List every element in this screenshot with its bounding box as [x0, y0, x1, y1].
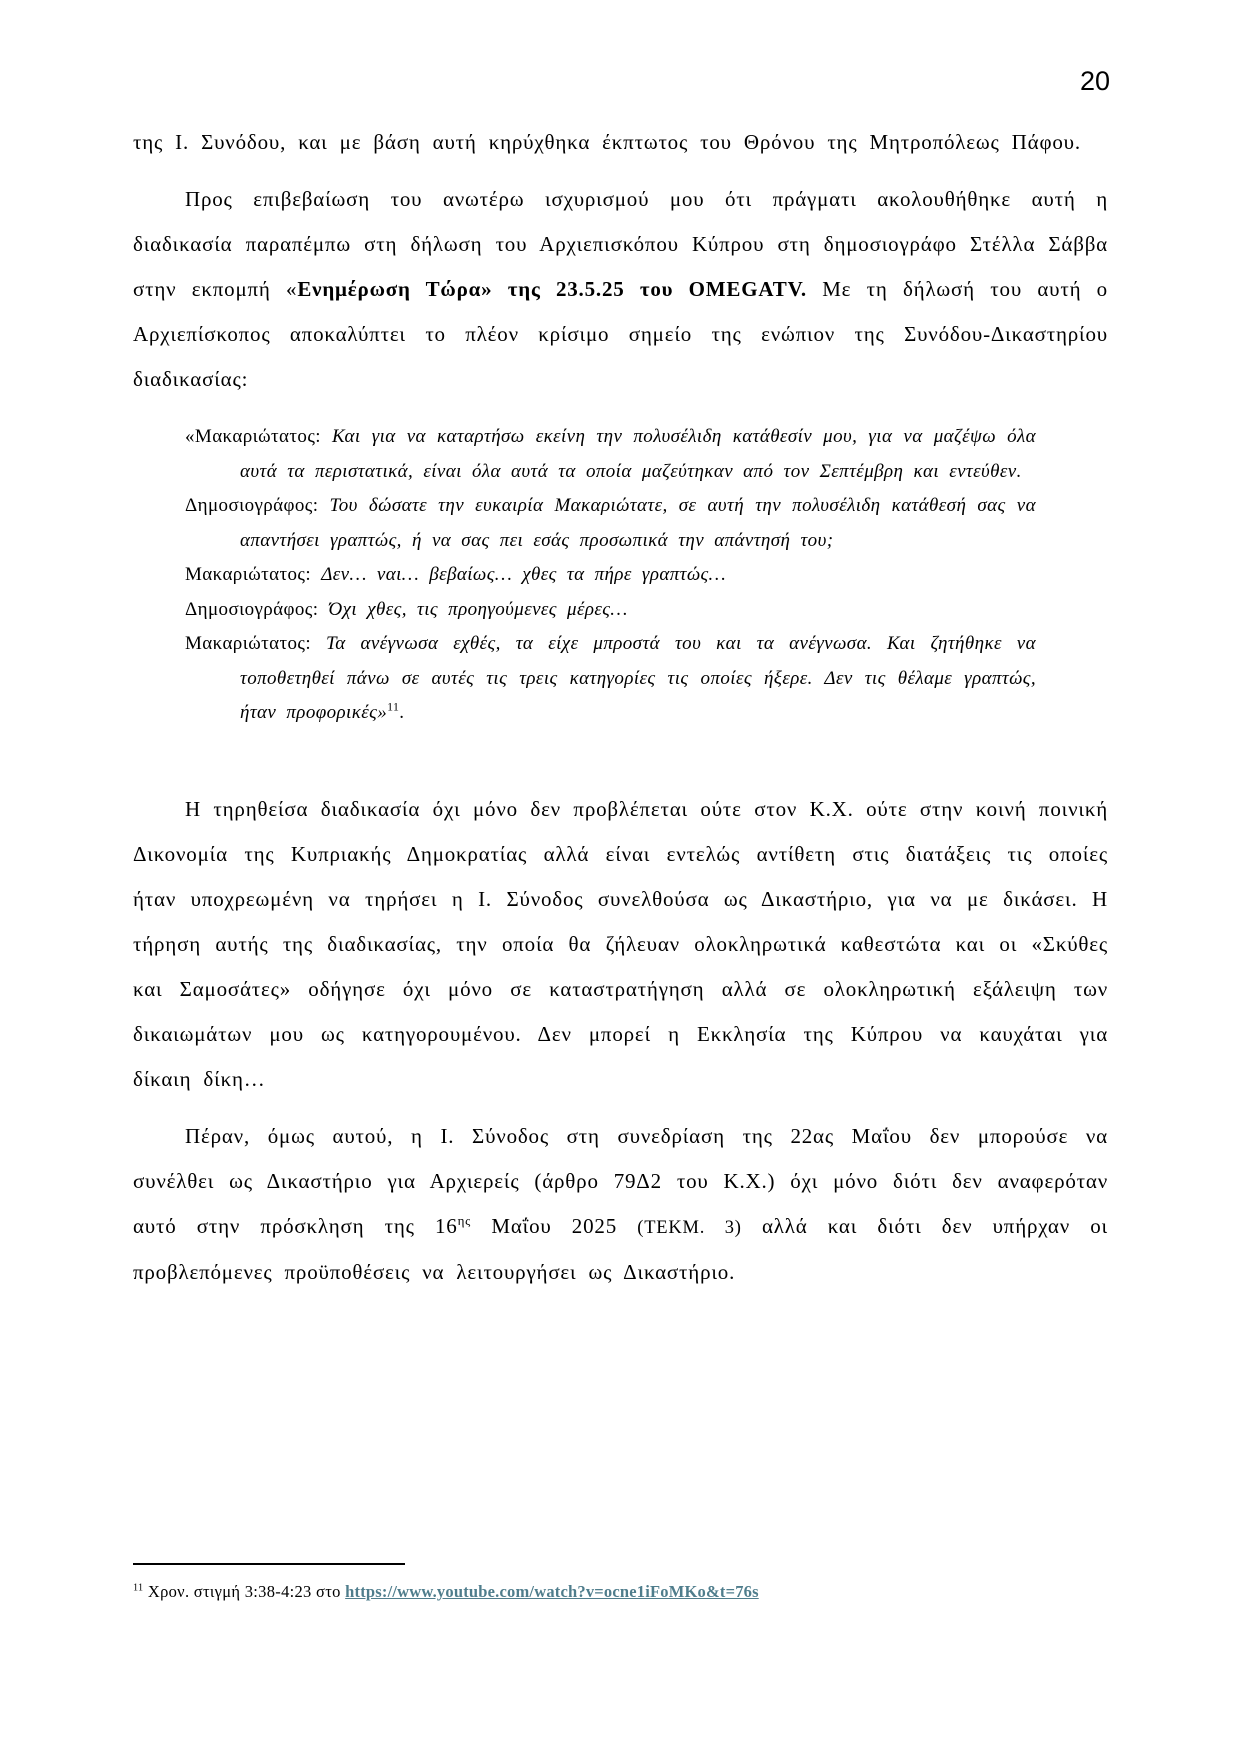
quote-item [185, 558, 1036, 593]
quote-item [185, 489, 1036, 558]
paragraph-text: Πέραν, όμως αυτού, η Ι. Σύνοδος στη συνεδρίαση της 22ας Μαΐου δεν μπορούσε να συνέλθει ως Δικαστήριο για Αρχιερείς (άρθρο 79Δ2 του Κ.Χ.) όχι μόνο διότι δεν αναφερόταν αυτό στην πρόσκληση της 16 [133, 1123, 1108, 1238]
quote-text: Δεν… ναι… βεβαίως… χθες τα πήρε γραπτώς… [321, 564, 726, 585]
quote-item [185, 420, 1036, 489]
page-number: 20 [1079, 66, 1110, 96]
footnote-label: Χρον. στιγμή 3:38-4:23 στο [143, 1582, 346, 1601]
paragraph-text: αλλά και διότι δεν υπήρχαν οι προβλεπόμενες προϋποθέσεις να λειτουργήσει ως Δικαστήριο. [133, 1213, 1108, 1284]
footnote-youtube-link[interactable]: https://www.youtube.com/watch?v=ocne1iFoMKo&t=76s [345, 1582, 759, 1601]
quote-end-period: . [399, 702, 405, 723]
exhibit-reference: (ΤΕΚΜ. 3) [637, 1216, 742, 1237]
paragraph-continuation: της Ι. Συνόδου, και με βάση αυτή κηρύχθηκα έκπτωτος του Θρόνου της Μητροπόλεως Πάφου. [133, 130, 1081, 154]
quote-text: Τα ανέγνωσα εχθές, τα είχε μπροστά του και τα ανέγνωσα. Και ζητήθηκε να τοποθετηθεί πάνω σε αυτές τις τρεις κατηγορίες τις οποίες ήξερε. Δεν τις θέλαμε γραπτώς, ήταν προφορικές» [240, 633, 1036, 723]
quote-item [185, 593, 1036, 628]
broadcast-title-bold: Ενημέρωση Τώρα» της 23.5.25 του OMEGATV. [297, 277, 807, 301]
footnote-number: 11 [133, 1582, 144, 1594]
page-content [133, 120, 1108, 1307]
quote-item [185, 627, 1036, 731]
paragraph-text: Προς επιβεβαίωση του ανωτέρω ισχυρισμού μου ότι πράγματι ακολουθήθηκε αυτή η διαδικασία παραπέμπω στη δήλωση του Αρχιεπισκόπου Κύπρου στη δημοσιογράφο Στέλλα Σάββα στην εκπομπή « [133, 187, 1108, 301]
paragraph-text: Με τη δήλωσή του αυτή ο Αρχιεπίσκοπος αποκαλύπτει το πλέον κρίσιμο σημείο της ενώπιον της Συνόδου-Δικαστηρίου διαδικασίας: [133, 277, 1108, 391]
speaker-label: Δημοσιογράφος: [185, 495, 330, 516]
quote-text: Όχι χθες, τις προηγούμενες μέρες… [328, 598, 628, 620]
footnote-divider [133, 1563, 405, 1565]
paragraph-synod-session [133, 1114, 1108, 1295]
speaker-label: Μακαριώτατος: [185, 564, 322, 585]
speaker-label: «Μακαριώτατος: [185, 426, 333, 447]
paragraph-procedure: Η τηρηθείσα διαδικασία όχι μόνο δεν προβλέπεται ούτε στον Κ.Χ. ούτε στην κοινή ποινική Δικονομία της Κυπριακής Δημοκρατίας αλλά είναι εντελώς αντίθετη στις διατάξεις τις οποίες ήταν υποχρεωμένη να τηρήσει η Ι. Σύνοδος συνελθούσα ως Δικαστήριο, για να με δικάσει. Η τήρηση αυτής της διαδικασίας, την οποία θα ζήλευαν ολοκληρωτικά καθεστώτα και οι «Σκύθες και Σαμοσάτες» οδήγησε όχι μόνο σε καταστρατήγηση αλλά σε ολοκληρωτική εξάλειψη των δικαιωμάτων μου ως κατηγορουμένου. Δεν μπορεί η Εκκλησία της Κύπρου να καυχάται για δίκαιη δίκη… [133, 796, 1108, 1091]
footnote [133, 1579, 1108, 1605]
paragraph-confirmation [133, 177, 1108, 402]
interview-blockquote [185, 420, 1036, 731]
quote-text: Του δώσατε την ευκαιρία Μακαριώτατε, σε αυτή την πολυσέλιδη κατάθεσή σας να απαντήσει γραπτώς, ή να σας πει εσάς προσωπικά την απάντησή του; [240, 495, 1036, 551]
speaker-label: Δημοσιογράφος: [185, 598, 329, 620]
footnote-section [133, 1563, 1108, 1605]
speaker-label: Μακαριώτατος: [185, 633, 326, 654]
paragraph-text: Μαΐου 2025 [471, 1213, 638, 1238]
quote-text: Και για να καταρτήσω εκείνη την πολυσέλιδη κατάθεσίν μου, για να μαζέψω όλα αυτά τα περιστατικά, είναι όλα αυτά τα οποία μαζεύτηκαν από τον Σεπτέμβρη και εντεύθεν. [240, 426, 1036, 482]
footnote-reference-marker: 11 [387, 700, 400, 714]
ordinal-superscript: ης [457, 1212, 472, 1228]
